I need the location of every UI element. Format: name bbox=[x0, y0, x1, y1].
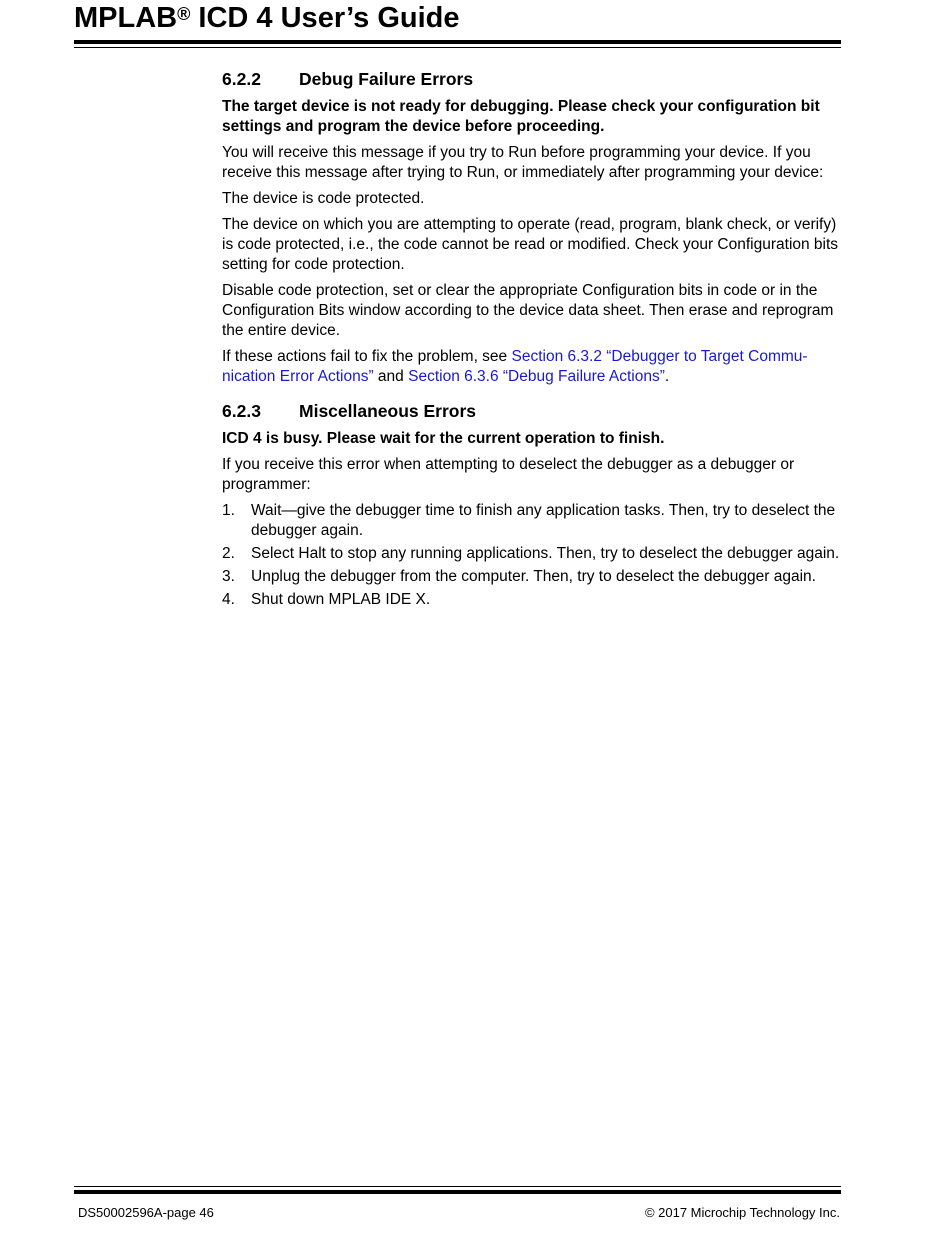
para-lead-text: If these actions fail to fix the problem, see bbox=[222, 348, 512, 365]
steps-list bbox=[222, 501, 842, 610]
page-content bbox=[222, 67, 842, 613]
body-paragraph-with-links bbox=[222, 347, 842, 387]
error-message: The target device is not ready for debugging. Please check your configuration bit settings and program the device before proceeding. bbox=[222, 98, 820, 135]
step-text: Select Halt to stop any running applications. Then, try to deselect the debugger again. bbox=[251, 545, 840, 562]
list-item bbox=[222, 590, 842, 610]
registered-mark: ® bbox=[177, 4, 191, 24]
body-paragraph: If you receive this error when attempting to deselect the debugger as a debugger or programmer: bbox=[222, 456, 795, 493]
footer-copyright: © 2017 Microchip Technology Inc. bbox=[644, 1205, 840, 1220]
page-header-title bbox=[74, 0, 460, 36]
step-text: Shut down MPLAB IDE X. bbox=[251, 591, 431, 608]
link-section-6-3-2[interactable]: Section 6.3.2 “Debugger to Target Communication Error Actions” bbox=[222, 348, 808, 385]
para-mid-text: and bbox=[373, 368, 409, 385]
step-text: Unplug the debugger from the computer. Then, try to deselect the debugger again. bbox=[251, 568, 816, 585]
body-paragraph: Disable code protection, set or clear the appropriate Configuration bits in code or in the Configuration Bits window according to the device data sheet. Then erase and reprogram the entire device. bbox=[222, 282, 834, 339]
footer-rule-thin bbox=[74, 1186, 841, 1187]
list-item bbox=[222, 544, 842, 564]
header-title-rest: ICD 4 User’s Guide bbox=[190, 2, 460, 34]
link-section-6-3-6[interactable]: Section 6.3.6 “Debug Failure Actions” bbox=[408, 368, 665, 385]
list-item bbox=[222, 501, 842, 541]
section-number: 6.2.2 bbox=[222, 69, 261, 89]
footer-doc-page: DS50002596A-page 46 bbox=[78, 1205, 214, 1220]
body-paragraph: The device is code protected. bbox=[222, 190, 425, 207]
header-title-main: MPLAB bbox=[74, 2, 178, 34]
list-item bbox=[222, 567, 842, 587]
body-paragraph: The device on which you are attempting to operate (read, program, blank check, or verify) is code protected, i.e., the code cannot be read or modified. Check your Configuration bits setting for code protection. bbox=[222, 216, 839, 273]
body-paragraph: You will receive this message if you try to Run before programming your device. If you receive this message after trying to Run, or immediately after programming your device: bbox=[222, 144, 824, 181]
section-title: Debug Failure Errors bbox=[299, 69, 474, 89]
step-number: 3. bbox=[222, 568, 235, 585]
footer-rule-thick bbox=[74, 1190, 841, 1194]
section-heading-6-2-2 bbox=[222, 67, 842, 91]
error-message: ICD 4 is busy. Please wait for the current operation to finish. bbox=[222, 430, 665, 447]
header-rule-thin bbox=[74, 47, 841, 48]
step-number: 4. bbox=[222, 591, 235, 608]
section-title: Miscellaneous Errors bbox=[299, 401, 477, 421]
step-number: 1. bbox=[222, 502, 235, 519]
section-number: 6.2.3 bbox=[222, 401, 261, 421]
step-number: 2. bbox=[222, 545, 235, 562]
section-heading-6-2-3 bbox=[222, 399, 842, 423]
para-end-text: . bbox=[664, 368, 670, 385]
header-rule-thick bbox=[74, 40, 841, 44]
step-text: Wait—give the debugger time to finish any application tasks. Then, try to deselect the debugger again. bbox=[251, 502, 836, 539]
